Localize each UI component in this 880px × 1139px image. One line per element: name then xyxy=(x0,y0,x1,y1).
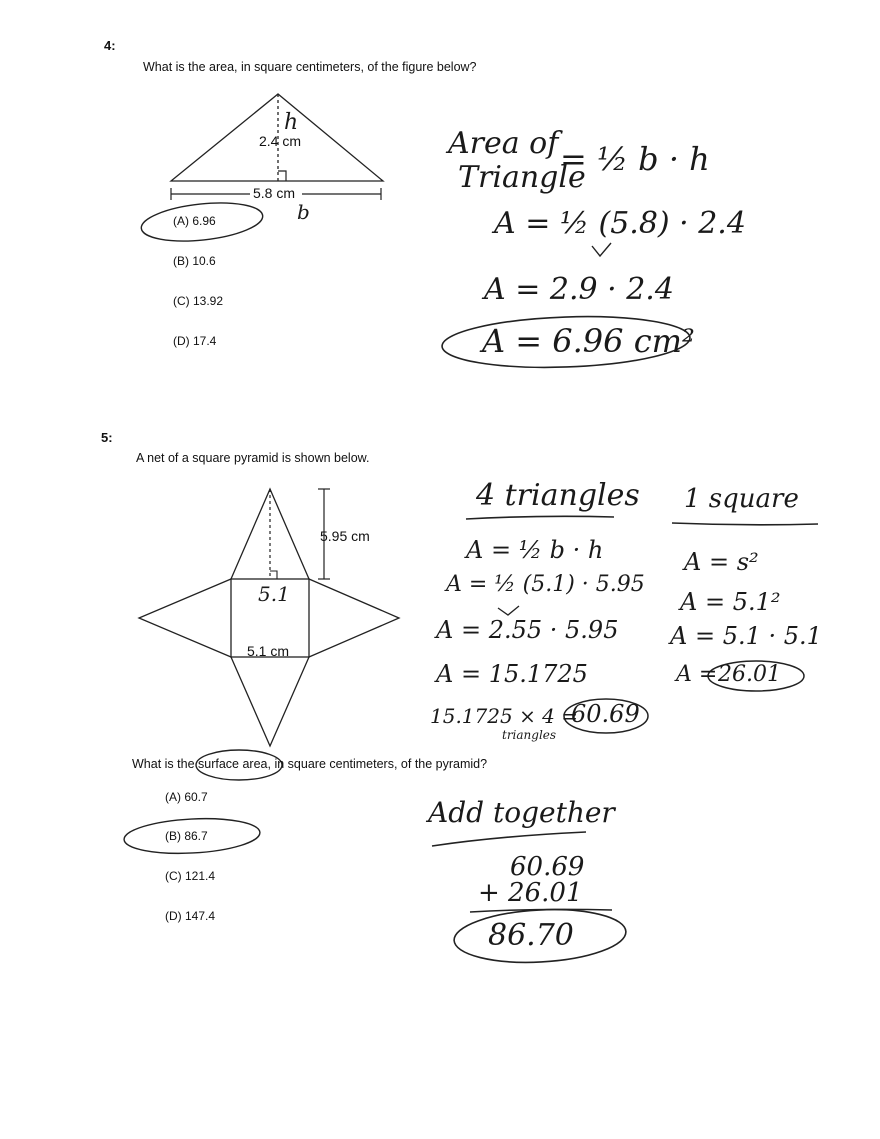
net-height-label: 5.95 cm xyxy=(320,528,370,544)
question-4-number: 4: xyxy=(104,38,116,53)
question-4-text: What is the area, in square centimeters, of the figure below? xyxy=(143,60,477,74)
q4-work-triangle: Triangle xyxy=(458,160,586,195)
q5-total-header: Add together xyxy=(428,796,615,829)
q5-triangles-result: 60.69 xyxy=(571,700,640,728)
q5-total-a: 60.69 xyxy=(510,852,585,882)
question-5-text-pre: What is the xyxy=(132,757,195,771)
q5-triangles-l5: 15.1725 × 4 = xyxy=(430,704,579,728)
question-5-intro: A net of a square pyramid is shown below. xyxy=(136,451,370,465)
q5-triangles-l3: A = 2.55 · 5.95 xyxy=(436,616,619,644)
q5-option-d[interactable]: (D) 147.4 xyxy=(165,909,216,923)
net-side-note: 5.1 xyxy=(258,582,290,606)
q5-triangles-header: 4 triangles xyxy=(476,478,640,513)
q4-work-formula: = ½ b · h xyxy=(560,140,710,178)
net-side-label: 5.1 cm xyxy=(247,643,290,659)
q4-option-d[interactable]: (D) 17.4 xyxy=(173,334,217,348)
q5-option-c[interactable]: (C) 121.4 xyxy=(165,869,216,883)
q5-square-l2: A = 5.1² xyxy=(680,588,781,616)
q5-triangles-l4: A = 15.1725 xyxy=(436,660,588,688)
q4-work-line2: A = ½ (5.8) · 2.4 xyxy=(494,206,746,241)
q5-option-b[interactable]: (B) 86.7 xyxy=(165,829,208,843)
q5-square-l3: A = 5.1 · 5.1 xyxy=(670,622,822,650)
q5-triangles-l2: A = ½ (5.1) · 5.95 xyxy=(446,572,645,597)
q5-triangles-note: triangles xyxy=(502,728,557,742)
q5-option-a[interactable]: (A) 60.7 xyxy=(165,790,208,804)
triangle-b-note: b xyxy=(297,200,310,224)
q5-square-result: 26.01 xyxy=(718,662,781,687)
q4-work-answer: A = 6.96 cm² xyxy=(482,322,695,360)
q5-triangles-l1: A = ½ b · h xyxy=(466,536,604,564)
q4-work-line3: A = 2.9 · 2.4 xyxy=(484,272,674,307)
triangle-base-label: 5.8 cm xyxy=(253,185,296,201)
triangle-height-label: 2.4 cm xyxy=(259,133,302,149)
q4-option-c[interactable]: (C) 13.92 xyxy=(173,294,224,308)
question-5-number: 5: xyxy=(101,430,113,445)
q4-work-area-of: Area of xyxy=(448,126,559,161)
q5-square-header: 1 square xyxy=(684,484,799,514)
triangle-h-note: h xyxy=(284,110,299,135)
q5-total-sum: 86.70 xyxy=(488,918,574,953)
q5-square-l4-prefix: A = xyxy=(676,662,718,687)
question-5-surface-area: surface area, xyxy=(198,757,271,771)
q5-square-l1: A = s² xyxy=(684,548,759,576)
q4-option-a[interactable]: (A) 6.96 xyxy=(173,214,216,228)
question-5-text xyxy=(132,757,487,771)
q4-option-b[interactable]: (B) 10.6 xyxy=(173,254,216,268)
question-5-text-post: in square centimeters, of the pyramid? xyxy=(274,757,488,771)
q5-total-b: + 26.01 xyxy=(478,878,583,908)
